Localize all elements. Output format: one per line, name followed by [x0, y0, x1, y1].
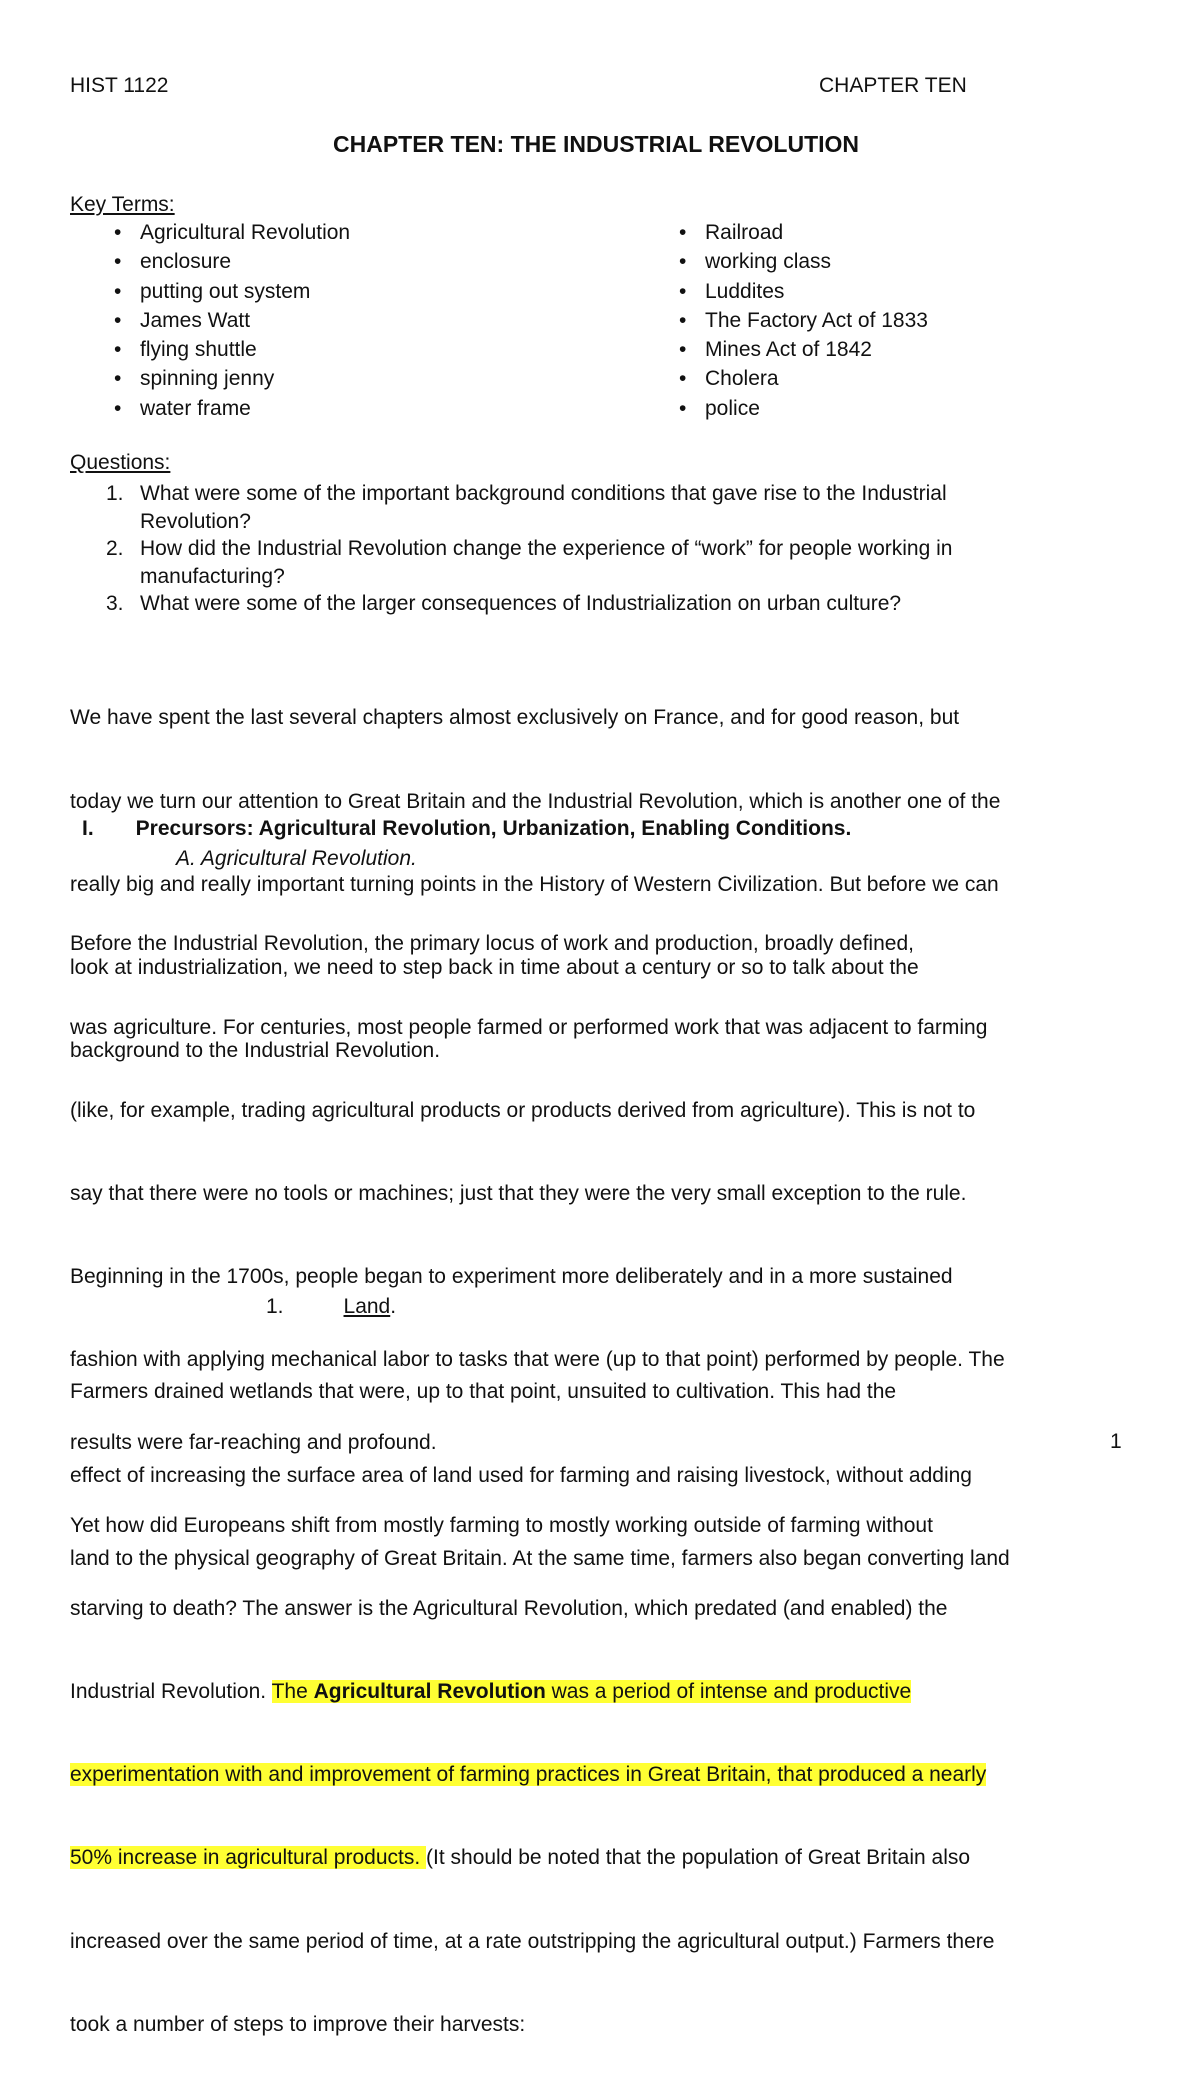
key-terms-label: Key Terms:	[70, 193, 175, 216]
question-item: 2. How did the Industrial Revolution change the experience of “work” for people working in manufacturing?	[106, 537, 953, 588]
question-item: 1. What were some of the important background conditions that gave rise to the Industrial Revolution?	[106, 482, 947, 533]
list-item: • The Factory Act of 1833	[635, 306, 928, 335]
bullet-icon: •	[679, 338, 687, 362]
bullet-icon: •	[114, 396, 122, 420]
bullet-icon: •	[114, 221, 122, 244]
highlighted-definition: 50% increase in agricultural products.	[70, 1846, 427, 1870]
list-item: • police	[635, 394, 928, 423]
land-heading: 1. Land.	[266, 1295, 397, 1318]
page-number: 1	[1110, 1430, 1122, 1453]
list-item: • spinning jenny	[70, 364, 350, 393]
list-item: • Agricultural Revolution	[70, 218, 350, 247]
bullet-icon: •	[114, 279, 122, 303]
bullet-icon: •	[679, 250, 687, 274]
bullet-icon: •	[114, 250, 122, 274]
key-terms-right-list	[635, 218, 928, 423]
list-item: • enclosure	[70, 247, 350, 276]
questions-list	[70, 480, 1130, 618]
question-item: 3. What were some of the larger consequences of Industrialization on urban culture?	[106, 592, 902, 615]
key-terms-left-list	[70, 218, 350, 423]
list-item: • working class	[635, 247, 928, 276]
bullet-icon: •	[114, 308, 122, 332]
list-item: • flying shuttle	[70, 335, 350, 364]
bullet-icon: •	[679, 308, 687, 332]
bullet-icon: •	[679, 396, 687, 420]
list-item: • James Watt	[70, 306, 350, 335]
highlighted-definition: The Agricultural Revolution was a period of intense and productive	[271, 1680, 912, 1704]
bullet-icon: •	[679, 279, 687, 303]
land-paragraph: Farmers drained wetlands that were, up to that point, unsuited to cultivation. This had the effect of increasing the surface area of land used for farming and raising livestock, without adding land to the physical geography of Great Britain. At the same time, farmers also began converting land	[70, 1380, 1010, 1570]
bullet-icon: •	[679, 221, 687, 244]
document-title: CHAPTER TEN: THE INDUSTRIAL REVOLUTION	[332, 131, 860, 157]
list-item: • Luddites	[635, 277, 928, 306]
list-item: • Railroad	[635, 218, 928, 247]
section-heading: I. Precursors: Agricultural Revolution, Urbanization, Enabling Conditions.	[82, 817, 852, 840]
list-item: • Mines Act of 1842	[635, 335, 928, 364]
intro-paragraph: We have spent the last several chapters almost exclusively on France, and for good reason, but today we turn our attention to Great Britain and the Industrial Revolution, which is another one of the really big and really important turning points in the History of Western Civilization. But before we can look at industrialization, we need to step back in time about a century or so to talk about the background to the Industrial Revolution.	[70, 706, 1001, 1062]
subsection-heading: A. Agricultural Revolution.	[176, 847, 417, 870]
list-item: • water frame	[70, 394, 350, 423]
header-chapter: CHAPTER TEN	[819, 74, 967, 97]
header-course: HIST 1122	[70, 74, 169, 97]
list-item: • putting out system	[70, 277, 350, 306]
list-item: • Cholera	[635, 364, 928, 393]
bullet-icon: •	[679, 367, 687, 391]
body-paragraph: Before the Industrial Revolution, the primary locus of work and production, broadly defined, was agriculture. For centuries, most people farmed or performed work that was adjacent to farming (like, for example, trading agricultural products or products derived from agriculture). This is not to say that there were no tools or machines; just that they were the very small exception to the rule. Beginning in the 1700s, people began to experiment more deliberately and in a more sustained fashion with applying mechanical labor to tasks that were (up to that point) performed by people. The results were far-reaching and profound. Yet how did Europeans shift from mostly farming to mostly working outside of farming without starving to death? The answer is the Agricultural Revolution, which predated (and enabled) the Industrial Revolution. The Agricultural Revolution was a period of intense and productive experimentation with and improvement of farming practices in Great Britain, that produced a nearly 50% increase in agricultural products. (It should be noted that the population of Great Britain also increased over the same period of time, at a rate outstripping the agricultural output.) Farmers there took a number of steps to improve their harvests:	[70, 932, 1005, 2036]
bullet-icon: •	[114, 338, 122, 362]
bullet-icon: •	[114, 367, 122, 391]
highlighted-definition: experimentation with and improvement of farming practices in Great Britain, that produced a nearly	[70, 1763, 987, 1787]
questions-label: Questions:	[70, 451, 171, 474]
